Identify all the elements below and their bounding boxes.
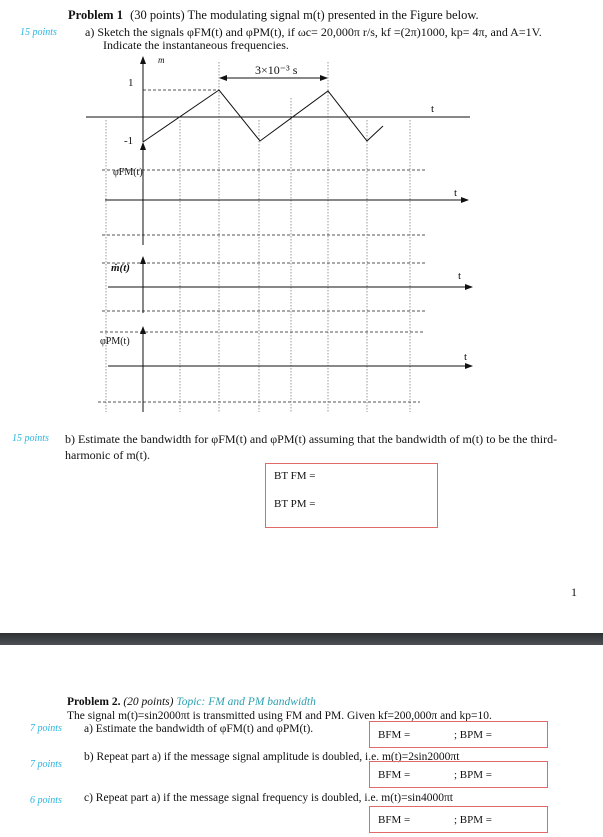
answer-box-b[interactable] — [369, 761, 548, 788]
y-min-label: -1 — [124, 135, 134, 147]
bt-pm-label: BT PM = — [274, 498, 316, 510]
m-axis-label: m — [158, 55, 165, 65]
problem1-intro: The modulating signal m(t) presented in the Figure below. — [187, 8, 479, 22]
problem2-part-b-text: b) Repeat part a) if the message signal amplitude is doubled, i.e. m(t)=2sin2000πt — [84, 751, 460, 763]
part-a-text: a) Sketch the signals φFM(t) and φPM(t), if ωc= 20,000π r/s, kf =(2π)1000, kp= 4π, and A=1V. — [85, 25, 542, 39]
problem2-part-a-text: a) Estimate the bandwidth of φFM(t) and φPM(t). — [84, 723, 314, 735]
part-c-points: 6 points — [30, 795, 62, 806]
y-max-label: 1 — [128, 77, 134, 89]
grid-verticals — [106, 62, 410, 412]
problem1-heading — [68, 9, 479, 22]
bpm-label: ; BPM = — [454, 769, 492, 781]
bt-fm-label: BT FM = — [274, 470, 316, 482]
t-label: t — [458, 270, 462, 282]
bfm-label: BFM = — [378, 769, 411, 781]
t-label: t — [464, 351, 468, 363]
period-label: 3×10⁻³ s — [255, 63, 298, 77]
bfm-label: BFM = — [378, 729, 411, 741]
problem1-title: Problem 1 — [68, 8, 123, 22]
bpm-label: ; BPM = — [454, 814, 492, 826]
problem2-part-c-text: c) Repeat part a) if the message signal frequency is doubled, i.e. m(t)=sin4000πt — [84, 792, 453, 804]
problem1-points: (30 points) — [130, 8, 185, 22]
problem2-heading — [67, 697, 316, 709]
phi-fm-label: φFM(t) — [113, 167, 143, 178]
phi-pm-label: φPM(t) — [100, 336, 130, 347]
problem2-intro: The signal m(t)=sin2000πt is transmitted using FM and PM. Given kf=200,000π and kp=10. — [67, 710, 492, 722]
triangle-wave — [143, 90, 383, 142]
problem2-topic: Topic: FM and PM bandwidth — [176, 696, 316, 708]
page-separator — [0, 633, 603, 645]
bpm-label: ; BPM = — [454, 729, 492, 741]
grid-horizontals — [98, 90, 425, 402]
answer-box-a[interactable] — [369, 721, 548, 748]
part-a-points: 15 points — [20, 27, 57, 38]
t-label: t — [454, 187, 458, 199]
problem2-title: Problem 2. — [67, 696, 121, 708]
problem2-points: (20 points) — [123, 696, 174, 708]
answer-box-part-b[interactable] — [265, 463, 438, 528]
part-a-text-2: Indicate the instantaneous frequencies. — [103, 38, 289, 52]
part-b-text-2: harmonic of m(t). — [65, 448, 150, 462]
part-b-points: 7 points — [30, 759, 62, 770]
t-label: t — [431, 103, 435, 115]
answer-box-c[interactable] — [369, 806, 548, 833]
bfm-label: BFM = — [378, 814, 411, 826]
part-b-points: 15 points — [12, 433, 49, 444]
page-number: 1 — [571, 585, 577, 599]
part-b-text: b) Estimate the bandwidth for φFM(t) and φPM(t) assuming that the bandwidth of m(t) to be the third- — [65, 432, 558, 446]
mdot-label: ṁ(t) — [111, 262, 130, 274]
part-a-points: 7 points — [30, 723, 62, 734]
